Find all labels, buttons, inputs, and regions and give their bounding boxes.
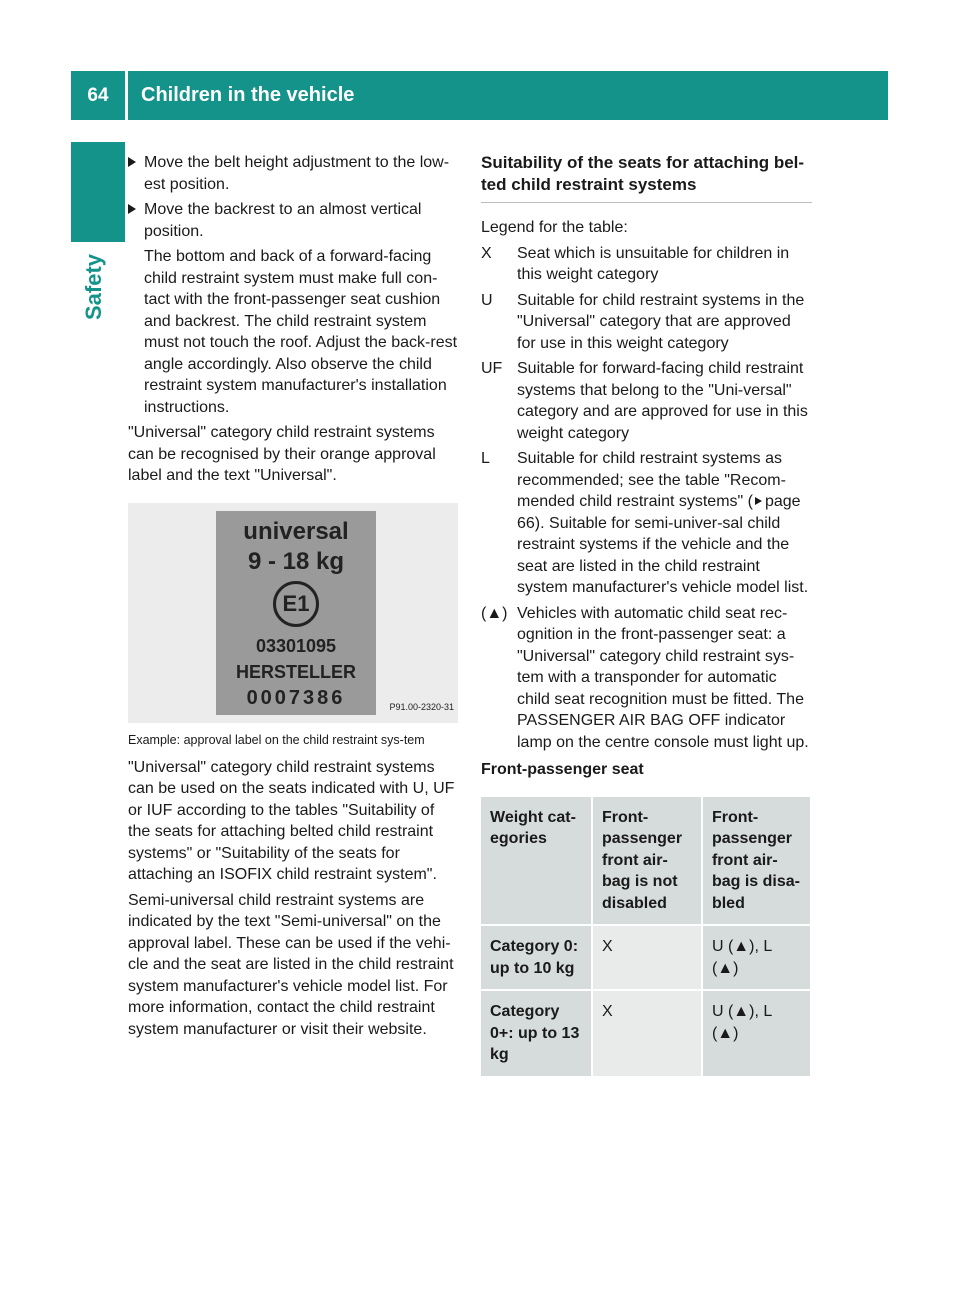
table-row xyxy=(481,926,810,989)
step-text: Move the belt height adjustment to the low-est position. xyxy=(144,154,450,193)
right-column xyxy=(481,152,812,1078)
legend-text: Vehicles with automatic child seat rec-ognition in the front-passenger seat: a "Universal" category child restraint sys-tem with a transponder for automatic child seat recognition must be fitted. The PASSENGER AIR BAG OFF indicator lamp on the centre console must light up. xyxy=(517,604,809,751)
e-mark-icon: E1 xyxy=(273,581,319,627)
instruction-step xyxy=(128,199,460,242)
left-column xyxy=(128,152,460,1044)
page-number: 64 xyxy=(87,84,109,106)
legend-key: X xyxy=(481,244,492,262)
cell-airbag-disabled: U (▲), L (▲) xyxy=(703,926,810,989)
legend-key: UF xyxy=(481,360,503,377)
instruction-step xyxy=(128,152,460,195)
table-header-cell: Front-passenger front air-bag is not disabled xyxy=(593,797,701,925)
table-header-cell: Weight cat-egories xyxy=(481,797,591,925)
legend-text: Suitable for child restraint systems in the "Universal" category that are approved for use in this weight category xyxy=(517,291,805,352)
page-reference-text[interactable]: page 66). Suitable for semi-univer-sal child restraint systems if the vehicle and the seat are listed in the child restraint system manufacturer's vehicle model list. xyxy=(517,493,809,596)
label-approval-number: 03301095 xyxy=(255,635,337,656)
cell-airbag-enabled: X xyxy=(593,991,701,1076)
side-tab-block xyxy=(71,142,125,242)
label-serial: 0007386 xyxy=(246,686,346,709)
step-detail: The bottom and back of a forward-facing child restraint system must make full con-tact with the front-passenger seat cushion and backrest. The child restraint system must not touch the roof. Adjust the back-rest angle accordingly. Also observe the child restraint system manufacturer's installation instructions. xyxy=(144,248,458,416)
cell-airbag-enabled: X xyxy=(593,926,701,989)
header-divider xyxy=(125,71,128,120)
legend-key: L xyxy=(481,450,490,467)
chapter-title: Children in the vehicle xyxy=(141,84,355,106)
side-tab-label: Safety xyxy=(81,253,106,320)
legend-item xyxy=(481,290,812,355)
legend-item xyxy=(481,358,812,444)
label-universal: universal xyxy=(243,517,349,545)
step-arrow-icon xyxy=(128,157,136,167)
table-title: Front-passenger seat xyxy=(481,761,644,778)
legend-intro: Legend for the table: xyxy=(481,219,628,236)
figure-caption: Example: approval label on the child restraint sys-tem xyxy=(128,732,425,747)
row-category: Category 0: up to 10 kg xyxy=(481,926,591,989)
legend-text: Seat which is unsuitable for children in this weight category xyxy=(517,244,790,283)
row-category: Category 0+: up to 13 kg xyxy=(481,991,591,1076)
legend-text: Suitable for child restraint systems as recommended; see the table "Recom-mended child restraint systems" ( xyxy=(517,450,786,510)
legend-item xyxy=(481,603,812,754)
paragraph: "Universal" category child restraint systems can be recognised by their orange approval label and the text "Universal". xyxy=(128,424,436,484)
legend-item xyxy=(481,448,812,599)
step-arrow-icon xyxy=(128,204,136,214)
page-reference-icon xyxy=(755,497,762,505)
label-manufacturer: HERSTELLER xyxy=(235,661,356,682)
cell-airbag-disabled: U (▲), L (▲) xyxy=(703,991,810,1076)
page-header xyxy=(71,71,888,120)
legend-key: (▲) xyxy=(481,604,508,622)
seat-suitability-table xyxy=(479,795,812,1078)
figure-id: P91.00-2320-31 xyxy=(389,702,454,712)
paragraph: Semi-universal child restraint systems are indicated by the text "Semi-universal" on the approval label. These can be used if the vehi-cle and the seat are listed in the child restraint system manufacturer's vehicle model list. For more information, contact the child restraint system manufacturer or visit their website. xyxy=(128,891,454,1038)
step-text: Move the backrest to an almost vertical position. xyxy=(144,201,422,240)
table-header-row xyxy=(481,797,810,925)
legend-item xyxy=(481,243,812,286)
table-header-cell: Front-passenger front air-bag is disa-bled xyxy=(703,797,810,925)
section-title: Suitability of the seats for attaching bel-ted child restraint systems xyxy=(481,152,812,203)
legend-text: Suitable for forward-facing child restraint systems that belong to the "Uni-versal" category and are approved for use in this weight category xyxy=(517,360,808,442)
table-row xyxy=(481,991,810,1076)
paragraph: "Universal" category child restraint systems can be used on the seats indicated with U, UF or IUF according to the tables "Suitability of the seats for attaching belted child restraint systems" or "Suitability of the seats for attaching an ISOFIX child restraint system". xyxy=(128,758,455,883)
legend-key: U xyxy=(481,291,493,309)
approval-label-figure xyxy=(128,503,458,723)
label-weight: 9 - 18 kg xyxy=(247,547,345,575)
approval-label-plate xyxy=(216,511,376,715)
